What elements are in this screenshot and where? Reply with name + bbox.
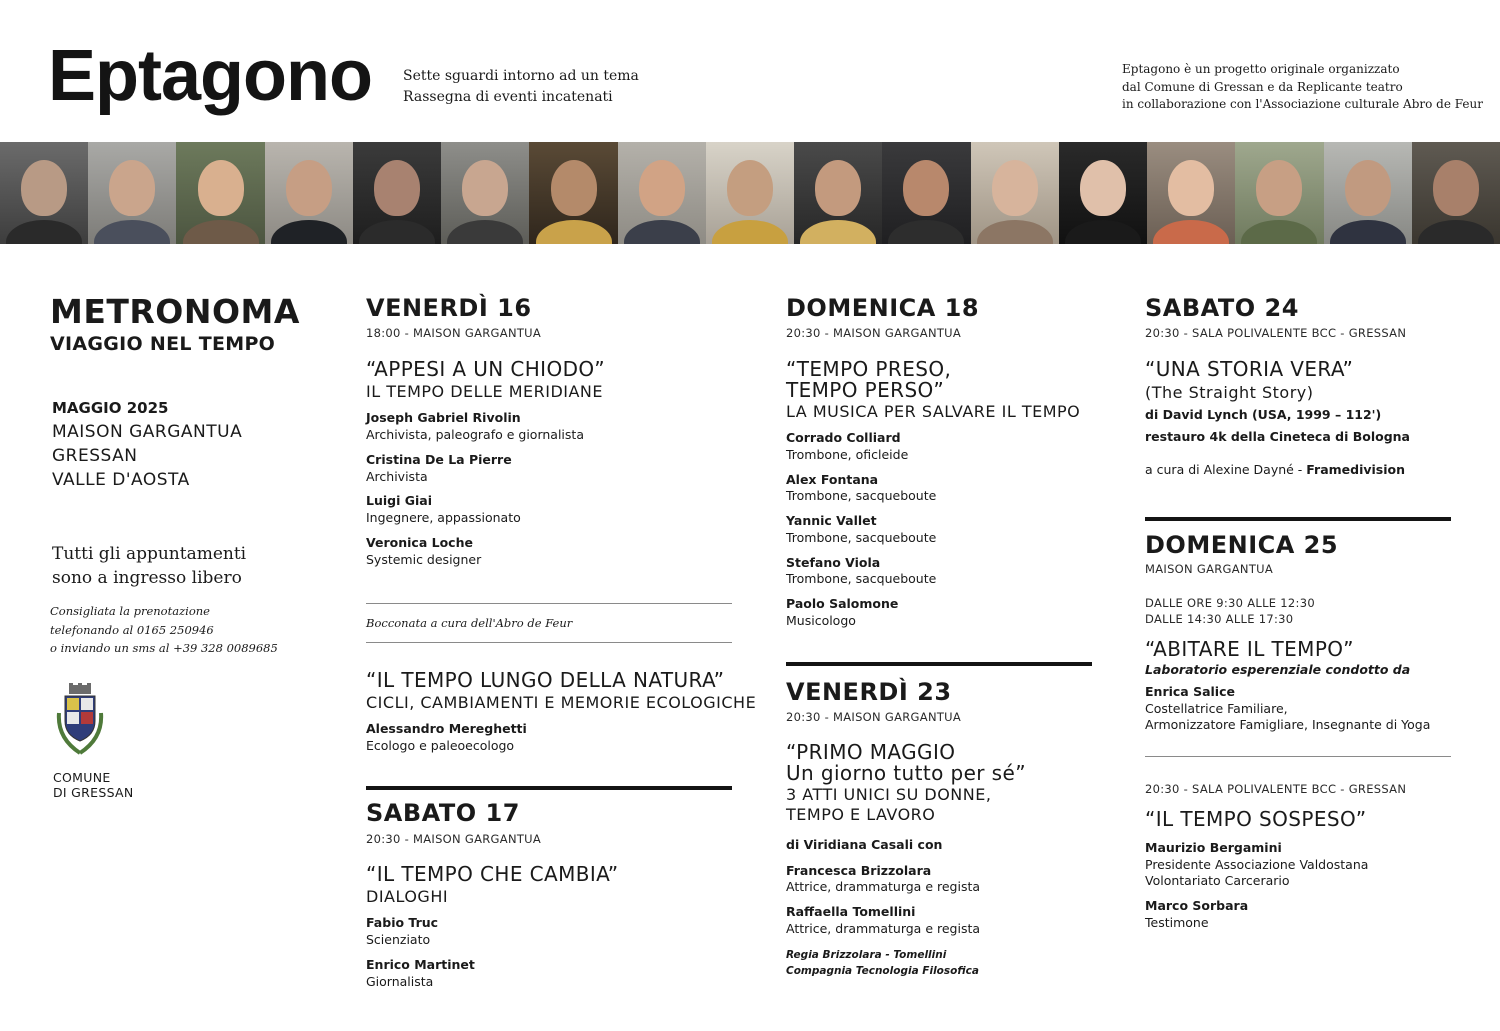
- free-entry-line-2: sono a ingresso libero: [52, 568, 242, 588]
- curated-by-prefix: a cura di Alexine Dayné -: [1145, 462, 1307, 477]
- section-divider: [1145, 517, 1451, 521]
- person-name: Enrica Salice: [1145, 684, 1235, 699]
- series-date: MAGGIO 2025: [52, 399, 169, 417]
- portrait-photo: [1059, 142, 1147, 244]
- person-role: Systemic designer: [366, 552, 482, 567]
- person-name: Stefano Viola: [786, 555, 881, 570]
- event-meta: 20:30 - SALA POLIVALENTE BCC - GRESSAN: [1145, 782, 1407, 796]
- person-name: Cristina De La Pierre: [366, 452, 512, 467]
- curated-by-org: Framedivision: [1306, 462, 1406, 477]
- event-day: VENERDÌ 16: [366, 294, 532, 322]
- portrait-photo: [882, 142, 970, 244]
- comune-crest-icon: [55, 683, 105, 761]
- curated-by: [1145, 462, 1405, 477]
- event-subtitle-line-1: 3 ATTI UNICI SU DONNE,: [786, 785, 992, 804]
- person-name: Francesca Brizzolara: [786, 863, 932, 878]
- divider: [366, 642, 732, 643]
- person-role: Attrice, drammaturga e regista: [786, 879, 981, 894]
- divider: [1145, 756, 1451, 757]
- direction-note-1: Regia Brizzolara - Tomellini: [786, 949, 947, 961]
- person-name: Fabio Truc: [366, 915, 439, 930]
- series-title: METRONOMA: [50, 292, 300, 331]
- event-time-1: DALLE ORE 9:30 ALLE 12:30: [1145, 596, 1315, 610]
- person-name: Paolo Salomone: [786, 596, 899, 611]
- person-name: Marco Sorbara: [1145, 898, 1249, 913]
- event-meta: MAISON GARGANTUA: [1145, 562, 1274, 576]
- reservation-info: [50, 602, 278, 658]
- comune-line-2: DI GRESSAN: [53, 785, 134, 800]
- tagline: [403, 66, 639, 108]
- portrait-photo: [971, 142, 1059, 244]
- event-subtitle: (The Straight Story): [1145, 383, 1314, 402]
- event-title-line-1: “TEMPO PRESO,: [786, 357, 952, 381]
- event-author: di Viridiana Casali con: [786, 837, 943, 852]
- person-name: Alessandro Mereghetti: [366, 721, 527, 736]
- person-role: Giornalista: [366, 974, 434, 989]
- person-name: Maurizio Bergamini: [1145, 840, 1282, 855]
- credits-line-1: Eptagono è un progetto originale organizzato: [1122, 62, 1400, 76]
- person-name: Alex Fontana: [786, 472, 879, 487]
- person-name: Yannic Vallet: [786, 513, 877, 528]
- portrait-photo: [706, 142, 794, 244]
- free-entry-line-1: Tutti gli appuntamenti: [52, 544, 247, 564]
- person-role: Musicologo: [786, 613, 856, 628]
- portrait-photo: [794, 142, 882, 244]
- person-role: Presidente Associazione Valdostana: [1145, 857, 1369, 872]
- event-title-line-1: “PRIMO MAGGIO: [786, 740, 956, 764]
- person-role: Archivista: [366, 469, 428, 484]
- person-name: Joseph Gabriel Rivolin: [366, 410, 521, 425]
- event-title: “ABITARE IL TEMPO”: [1145, 637, 1354, 661]
- venue-town: GRESSAN: [52, 446, 138, 466]
- credits: [1122, 61, 1483, 114]
- event-meta: 20:30 - MAISON GARGANTUA: [786, 326, 962, 340]
- event-title-line-2: Un giorno tutto per sé”: [786, 761, 1026, 785]
- reservation-line-3: o inviando un sms al +39 328 0089685: [50, 641, 278, 655]
- reservation-line-2: telefonando al 0165 250946: [50, 622, 214, 637]
- person-name: Veronica Loche: [366, 535, 473, 550]
- event-meta: 20:30 - SALA POLIVALENTE BCC - GRESSAN: [1145, 326, 1407, 340]
- divider: [366, 603, 732, 604]
- venue-region: VALLE D'AOSTA: [52, 470, 190, 490]
- person-role: Testimone: [1145, 915, 1209, 930]
- event-title: “IL TEMPO CHE CAMBIA”: [366, 862, 619, 886]
- event-title: “IL TEMPO LUNGO DELLA NATURA”: [366, 668, 725, 692]
- comune-line-1: COMUNE: [53, 770, 111, 785]
- portrait-strip: [0, 142, 1500, 244]
- portrait-photo: [1324, 142, 1412, 244]
- section-divider: [366, 786, 732, 790]
- tagline-line-2: Rassegna di eventi incatenati: [403, 89, 613, 105]
- event-subtitle: DIALOGHI: [366, 887, 449, 906]
- event-day: DOMENICA 18: [786, 294, 980, 322]
- person-name: Corrado Colliard: [786, 430, 901, 445]
- person-role: Ingegnere, appassionato: [366, 510, 521, 525]
- event-subtitle-line-2: TEMPO E LAVORO: [786, 805, 936, 824]
- section-divider: [786, 662, 1092, 666]
- portrait-photo: [176, 142, 264, 244]
- free-entry-note: [52, 542, 246, 590]
- event-title-line-2: TEMPO PERSO”: [786, 378, 945, 402]
- brand-title: Eptagono: [48, 36, 372, 116]
- event-title: “APPESI A UN CHIODO”: [366, 357, 605, 381]
- event-meta: 20:30 - MAISON GARGANTUA: [786, 710, 962, 724]
- person-role: Volontariato Carcerario: [1145, 873, 1290, 888]
- portrait-photo: [1412, 142, 1500, 244]
- portrait-photo: [618, 142, 706, 244]
- person-role: Trombone, sacqueboute: [786, 488, 937, 503]
- portrait-photo: [529, 142, 617, 244]
- event-title: “IL TEMPO SOSPESO”: [1145, 807, 1367, 831]
- direction-note-2: Compagnia Tecnologia Filosofica: [786, 965, 979, 977]
- event-day: DOMENICA 25: [1145, 531, 1339, 559]
- person-name: Raffaella Tomellini: [786, 904, 916, 919]
- event-day: SABATO 24: [1145, 294, 1299, 322]
- person-role: Trombone, sacqueboute: [786, 571, 937, 586]
- person-role: Ecologo e paleoecologo: [366, 738, 515, 753]
- person-role: Trombone, oficleide: [786, 447, 909, 462]
- catering-note: Bocconata a cura dell'Abro de Feur: [366, 616, 573, 630]
- portrait-photo: [88, 142, 176, 244]
- event-meta: 20:30 - MAISON GARGANTUA: [366, 832, 542, 846]
- person-name: Enrico Martinet: [366, 957, 475, 972]
- tagline-line-1: Sette sguardi intorno ad un tema: [403, 68, 639, 84]
- reservation-line-1: Consigliata la prenotazione: [50, 604, 210, 618]
- event-subtitle: IL TEMPO DELLE MERIDIANE: [366, 382, 603, 401]
- portrait-photo: [265, 142, 353, 244]
- credits-line-2: dal Comune di Gressan e da Replicante teatro: [1122, 79, 1403, 94]
- person-role: Costellatrice Familiare,: [1145, 701, 1288, 716]
- event-meta: 18:00 - MAISON GARGANTUA: [366, 326, 542, 340]
- portrait-photo: [441, 142, 529, 244]
- event-subtitle: Laboratorio esperenziale condotto da: [1145, 662, 1411, 677]
- film-restoration: restauro 4k della Cineteca di Bologna: [1145, 429, 1410, 444]
- venue-name: MAISON GARGANTUA: [52, 422, 243, 442]
- person-role: Armonizzatore Famigliare, Insegnante di Yoga: [1145, 717, 1431, 732]
- portrait-photo: [353, 142, 441, 244]
- event-time-2: DALLE 14:30 ALLE 17:30: [1145, 612, 1294, 626]
- person-role: Attrice, drammaturga e regista: [786, 921, 981, 936]
- person-role: Archivista, paleografo e giornalista: [366, 427, 584, 442]
- film-info: di David Lynch (USA, 1999 – 112'): [1145, 407, 1382, 422]
- portrait-photo: [1147, 142, 1235, 244]
- event-subtitle: LA MUSICA PER SALVARE IL TEMPO: [786, 402, 1081, 421]
- event-day: VENERDÌ 23: [786, 678, 952, 706]
- event-subtitle: CICLI, CAMBIAMENTI E MEMORIE ECOLOGICHE: [366, 693, 757, 712]
- portrait-photo: [0, 142, 88, 244]
- portrait-photo: [1235, 142, 1323, 244]
- event-day: SABATO 17: [366, 799, 520, 827]
- person-role: Trombone, sacqueboute: [786, 530, 937, 545]
- series-subtitle: VIAGGIO NEL TEMPO: [50, 333, 276, 355]
- person-name: Luigi Giai: [366, 493, 432, 508]
- comune-label: [53, 770, 134, 800]
- person-role: Scienziato: [366, 932, 431, 947]
- credits-line-3: in collaborazione con l'Associazione culturale Abro de Feur: [1122, 97, 1483, 111]
- event-title: “UNA STORIA VERA”: [1145, 357, 1354, 381]
